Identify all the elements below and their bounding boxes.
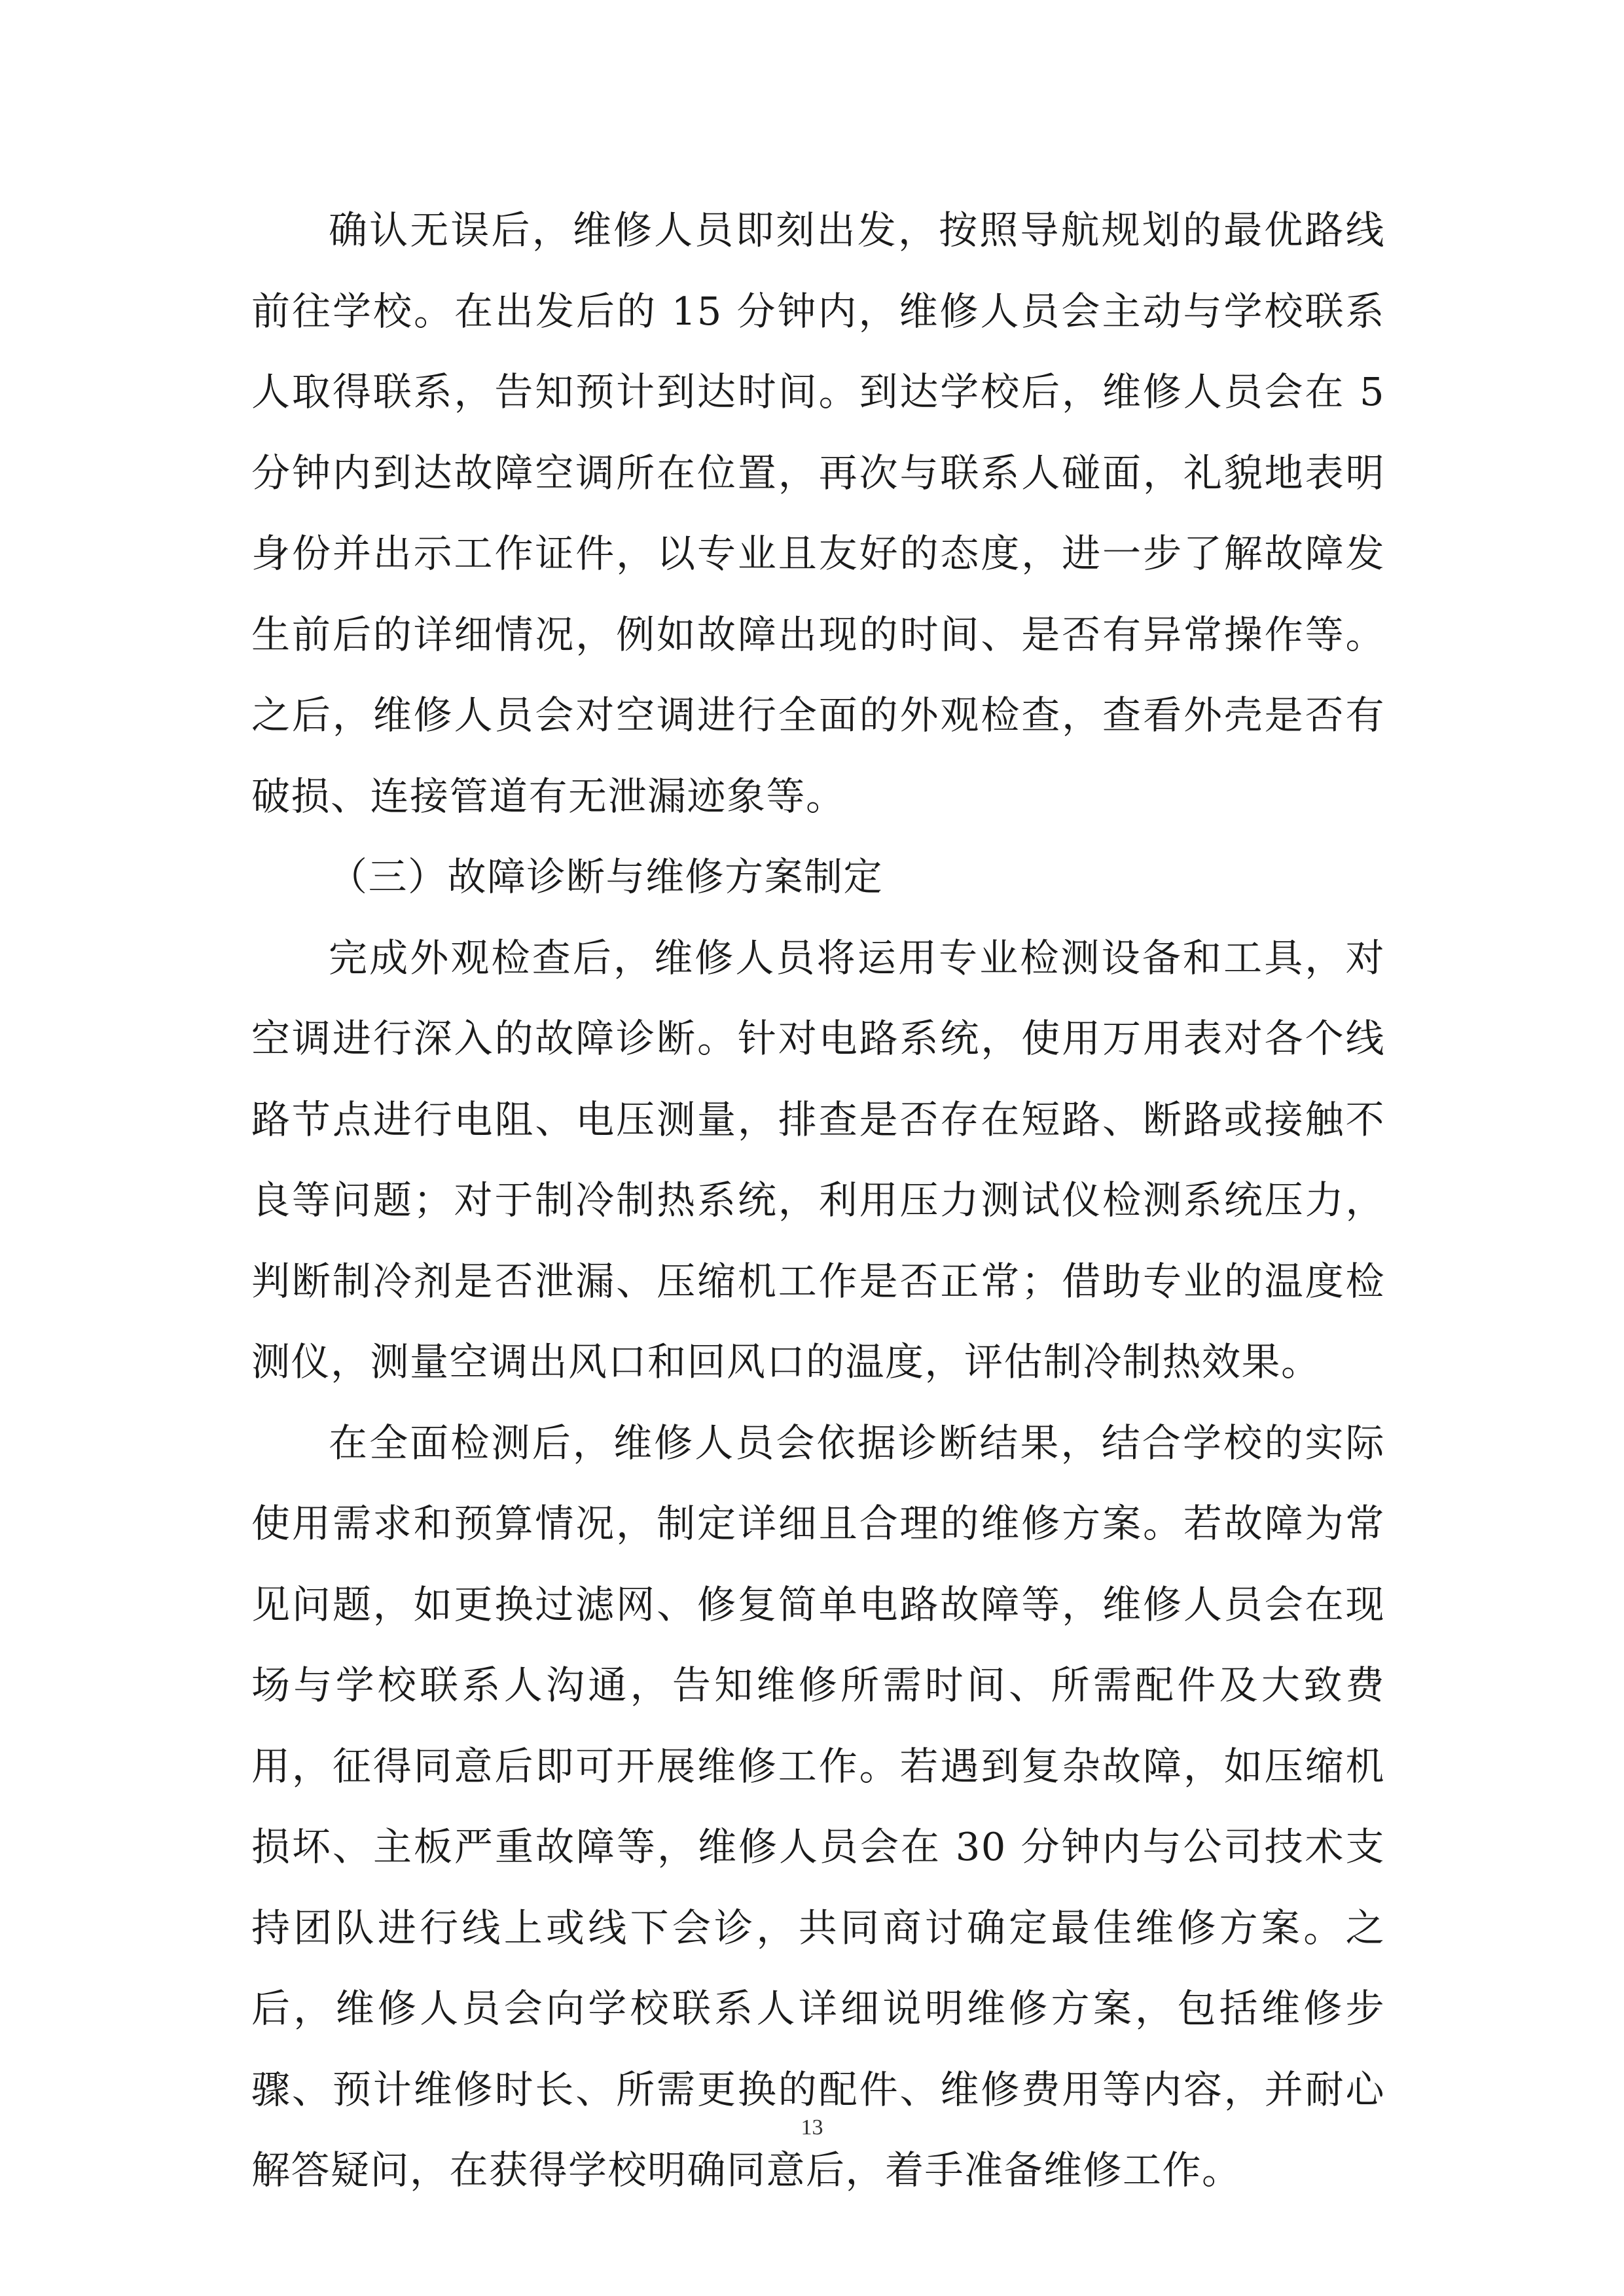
- section-heading-diagnosis: （三）故障诊断与维修方案制定: [329, 854, 884, 899]
- paragraph-dispatch-arrival: 确认无误后，维修人员即刻出发，按照导航规划的最优路线前往学校。在出发后的 15 分钟内，维修人员会主动与学校联系人取得联系，告知预计到达时间。到达学校后，维修人员会在 5 分钟内到达故障空调所在位置，再次与联系人碰面，礼貌地表明身份并出示工作证件，以专业且友好的态度，进一步了解故障发生前后的详细情况，例如故障出现的时间、是否有异常操作等。之后，维修人员会对空调进行全面的外观检查，查看外壳是否有破损、连接管道有无泄漏迹象等。: [251, 207, 1385, 819]
- page-number: 13: [801, 2115, 823, 2140]
- paragraph-repair-plan: 在全面检测后，维修人员会依据诊断结果，结合学校的实际使用需求和预算情况，制定详细且合理的维修方案。若故障为常见问题，如更换过滤网、修复简单电路故障等，维修人员会在现场与学校联系人沟通，告知维修所需时间、所需配件及大致费用，征得同意后即可开展维修工作。若遇到复杂故障，如压缩机损坏、主板严重故障等，维修人员会在 30 分钟内与公司技术支持团队进行线上或线下会诊，共同商讨确定最佳维修方案。之后，维修人员会向学校联系人详细说明维修方案，包括维修步骤、预计维修时长、所需更换的配件、维修费用等内容，并耐心解答疑问，在获得学校明确同意后，着手准备维修工作。: [251, 1420, 1385, 2193]
- document-body: [251, 190, 1385, 2211]
- paragraph-fault-diagnosis: 完成外观检查后，维修人员将运用专业检测设备和工具，对空调进行深入的故障诊断。针对电路系统，使用万用表对各个线路节点进行电阻、电压测量，排查是否存在短路、断路或接触不良等问题；对于制冷制热系统，利用压力测试仪检测系统压力，判断制冷剂是否泄漏、压缩机工作是否正常；借助专业的温度检测仪，测量空调出风口和回风口的温度，评估制冷制热效果。: [251, 935, 1385, 1384]
